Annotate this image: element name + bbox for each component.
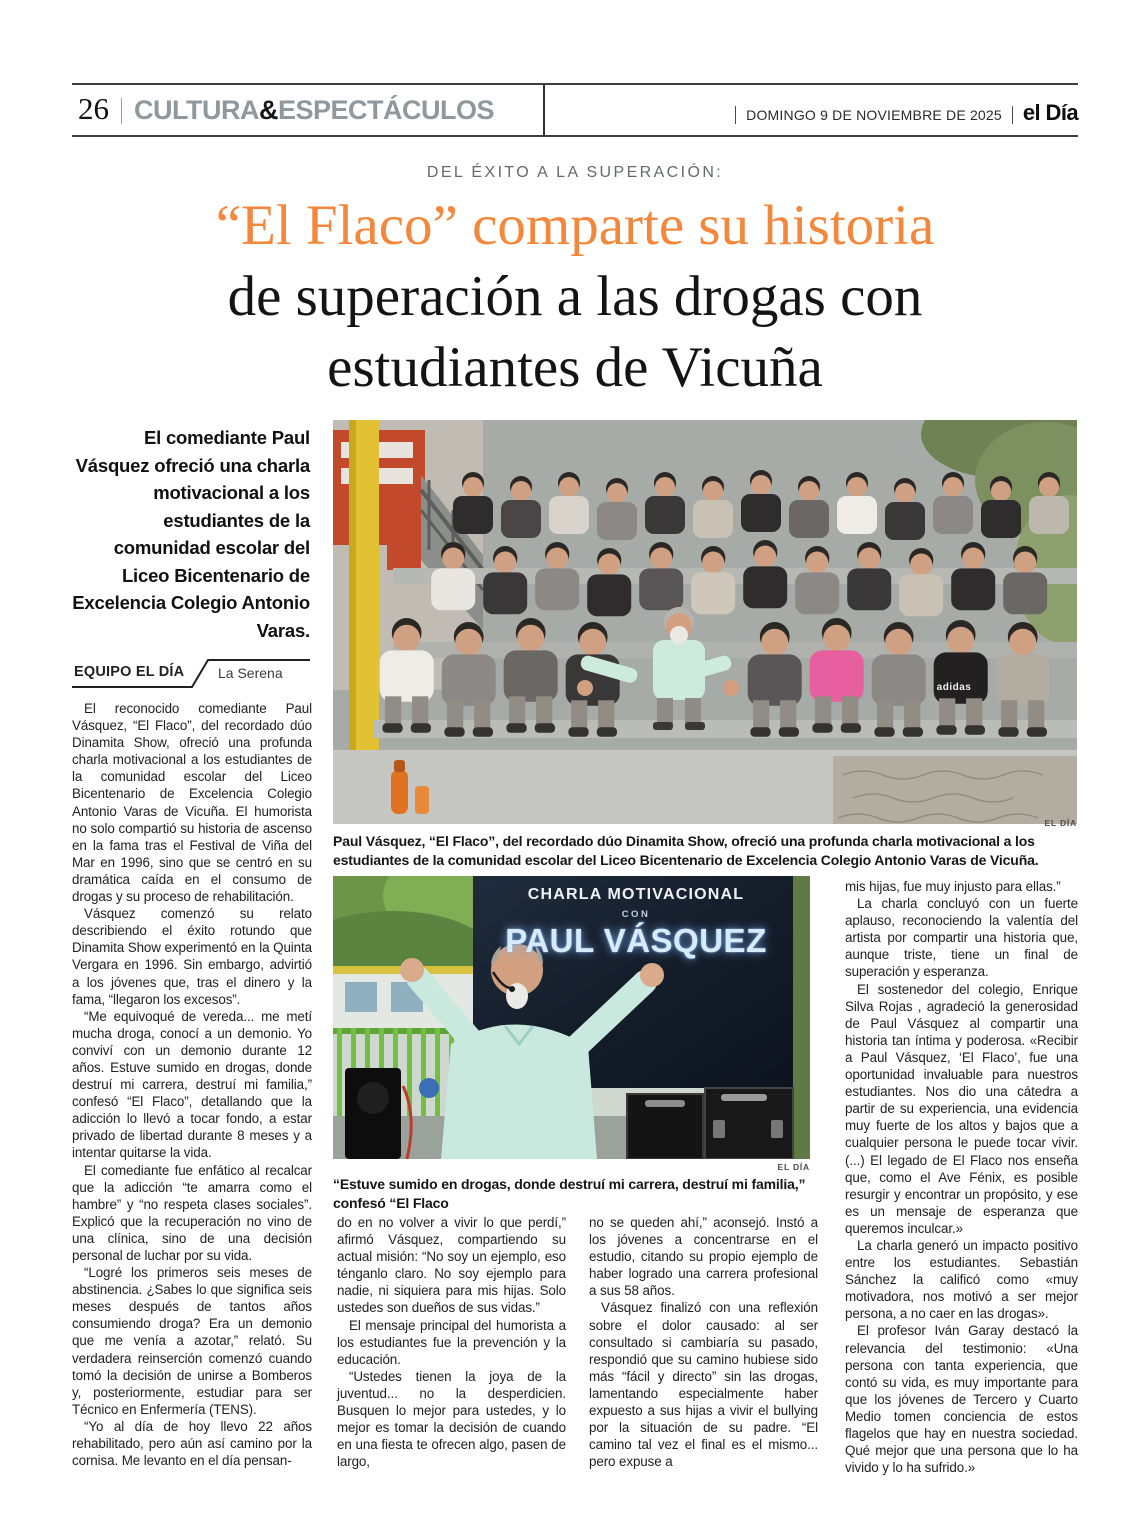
paragraph: El comediante fue enfático al recalcar que la adicción “te amarra como el hambre” y “no respeta clases sociales”. Explicó que la recuperación no vino de una clínica, sino de una decisión personal de luchar por su vida.: [72, 1162, 312, 1263]
header-top-rule: [72, 83, 1078, 85]
photo1-credit: EL DÍA: [1044, 818, 1077, 828]
headline-line1: “El Flaco” comparte su historia: [215, 194, 935, 257]
body-column-1: [72, 700, 312, 1500]
photo2-caption: “Estuve sumido en drogas, donde destruí mi carrera, destruí mi familia,” confesó “El Flaco: [333, 1176, 806, 1211]
group-photo: [333, 420, 1077, 824]
headline: [72, 190, 1078, 403]
paragraph: mis hijas, fue muy injusto para ellas.”: [845, 879, 1061, 894]
backdrop-line1: CHARLA MOTIVACIONAL: [527, 886, 745, 903]
headline-line2: de superación a las drogas con: [227, 265, 923, 328]
paragraph: Vásquez finalizó con una reflexión sobre el dolor causado: al ser consultado si cambiaría su pasado, respondió que su camino hubiese sido más “fácil y directo” sin las drogas, lamentando especialmente haber expuesto a sus hijas a vivir el bullying por la situación de su padre. “El camino tal vez el final es el mismo... pero expuse a: [589, 1300, 818, 1470]
paragraph: La charla concluyó con un fuerte aplauso, reconociendo la valentía del artista por compartir una historia que, aunque triste, tiene un final de superación y esperanza.: [845, 896, 1078, 980]
group-photo-illustration: [333, 420, 1077, 824]
section-title-left: CULTURA: [134, 95, 259, 125]
paragraph: “Me equivoqué de vereda... me metí mucha droga, conocí a un demonio. Yo conviví con un demonio durante 12 años. Estuve sumido en drogas, donde destruí mi carrera, destruí mi familia,” confesó “El Flaco”, detallando que la adicción lo llevó a tocar fondo, a estar privado de libertad durante 8 meses y a intentar quitarse la vida.: [72, 1008, 312, 1161]
lede: El comediante Paul Vásquez ofreció una charla motivacional a los estudiantes de la comunidad escolar del Liceo Bicentenario de Excelencia Colegio Antonio Varas.: [72, 427, 310, 641]
byline-author: EQUIPO EL DÍA: [74, 664, 185, 680]
paragraph: do en no volver a vivir lo que perdí,” afirmó Vásquez, compartiendo su actual misión: “No soy un ejemplo, eso ténganlo claro. No soy ejemplo para nadie, ni siquiera para mis hijas. Solo ustedes son dueños de sus vidas.”: [337, 1215, 566, 1316]
header-right: [725, 100, 1078, 126]
header-left: [78, 91, 494, 127]
paragraph: no se queden ahí,” aconsejó. Instó a los jóvenes a concentrarse en el estudio, citando su propio ejemplo de haber logrado una carrera profesional a sus 58 años.: [589, 1215, 818, 1299]
backdrop-text: [483, 886, 789, 960]
paragraph: La charla generó un impacto positivo entre los estudiantes. Sebastián Sánchez la calificó como «muy motivadora, nos motivó a ser mejor persona, a no caer en las drogas».: [845, 1237, 1078, 1322]
masthead: el Día: [1022, 100, 1078, 125]
photo2-credit: EL DÍA: [777, 1162, 810, 1172]
kicker: DEL ÉXITO A LA SUPERACIÓN:: [426, 164, 724, 181]
backdrop-line3: PAUL VÁSQUEZ: [505, 922, 767, 959]
body-column-4: [845, 878, 1078, 1528]
paragraph: “Ustedes tienen la joya de la juventud... no la desperdicien. Busquen lo mejor para ustedes, y lo mejor es tomar la decisión de cuando en una fiesta te ofrecen algo, pasen de largo,: [337, 1368, 566, 1470]
masthead-bar-icon: [1012, 106, 1013, 124]
section-title-right: ESPECTÁCULOS: [277, 95, 495, 125]
date-bar-icon: [735, 106, 736, 124]
page-number: 26: [78, 91, 109, 126]
paragraph: “Logré los primeros seis meses de abstinencia. ¿Sabes lo que significa seis meses después de tantos años consumiendo droga? Era un demonio que me venía a azotar,” relató. Su verdadera reinserción comenzó cuando tomó la decisión de unirse a Bomberos y, posteriormente, estudiar para ser Técnico en Enfermería (TENS).: [72, 1265, 312, 1417]
section-title: [134, 95, 494, 125]
paragraph: El mensaje principal del humorista a los estudiantes fue la prevención y la educación.: [337, 1317, 566, 1367]
cobblestones: [833, 756, 1077, 824]
backdrop-line2: CON: [621, 909, 651, 920]
body-column-2: [337, 1214, 566, 1524]
paragraph: “Yo al día de hoy llevo 22 años rehabilitado, pero aún así camino por la cornisa. Me levanto en el día pensan-: [72, 1418, 312, 1469]
headline-line3: estudiantes de Vicuña: [327, 336, 823, 399]
section-title-amp: &: [258, 95, 278, 125]
paragraph: El profesor Iván Garay destacó la relevancia del testimonio: «Una persona con tanta experiencia, que contó su vida, es muy importante para que los jóvenes de Tercero y Cuarto Medio tomen conciencia de estos flagelos que hay en nuestra sociedad. Qué mejor que una persona que lo ha vivido y lo ha sufrido.»: [845, 1323, 1078, 1476]
body-column-3: [589, 1214, 818, 1524]
speaker-photo: [333, 876, 810, 1159]
road-cases: [627, 1088, 793, 1159]
byline-location: La Serena: [218, 665, 283, 681]
header-bottom-rule: [72, 135, 1078, 137]
trees-right-strip: [793, 876, 810, 1159]
byline: [72, 656, 310, 690]
paragraph: El sostenedor del colegio, Enrique Silva Rojas , agradeció la generosidad de Paul Vásquez al compartir una historia tan íntima y poderosa. «Recibir a Paul Vásquez, ‘El Flaco’, fue una oportunidad invaluable para nuestros estudiantes. Nos dio una cátedra a partir de su experiencia, una evidencia muy fuerte de los altos y bajos que a cualquier persona le puede tocar vivir. (...) El legado de El Flaco nos enseña que, como el Ave Fénix, es posible resurgir y encontrar un propósito, y ese es un mensaje de esperanza que queremos inculcar.»: [845, 981, 1078, 1236]
paragraph: El reconocido comediante Paul Vásquez, “El Flaco”, del recordado dúo Dinamita Show, ofreció una profunda charla motivacional a los estudiantes de la comunidad escolar del Liceo Bicentenario de Excelencia Colegio Antonio Varas de Vicuña. El humorista no solo compartió su historia de ascenso en la fama tras el Festival de Viña del Mar en 1996, sino que se centró en su dramática caída en el consumo de drogas y su proceso de rehabilitación.: [72, 701, 312, 905]
header-separator: [121, 98, 122, 124]
adidas-logo: adidas: [936, 682, 972, 693]
header-vertical-divider: [543, 85, 545, 135]
paragraph: Vásquez comenzó su relato describiendo el éxito rotundo que Dinamita Show experimentó en la Quinta Vergara en 1996. Sin embargo, advirtió a los jóvenes que, tras el dinero y la fama, “llegaron los excesos”.: [72, 906, 312, 1007]
edition-date: DOMINGO 9 DE NOVIEMBRE DE 2025: [746, 107, 1002, 123]
photo1-caption: Paul Vásquez, “El Flaco”, del recordado dúo Dinamita Show, ofreció una profunda charla motivacional a los estudiantes de la comunidad escolar del Liceo Bicentenario de Excelencia Colegio Antonio Varas de Vicuña.: [333, 833, 1039, 868]
